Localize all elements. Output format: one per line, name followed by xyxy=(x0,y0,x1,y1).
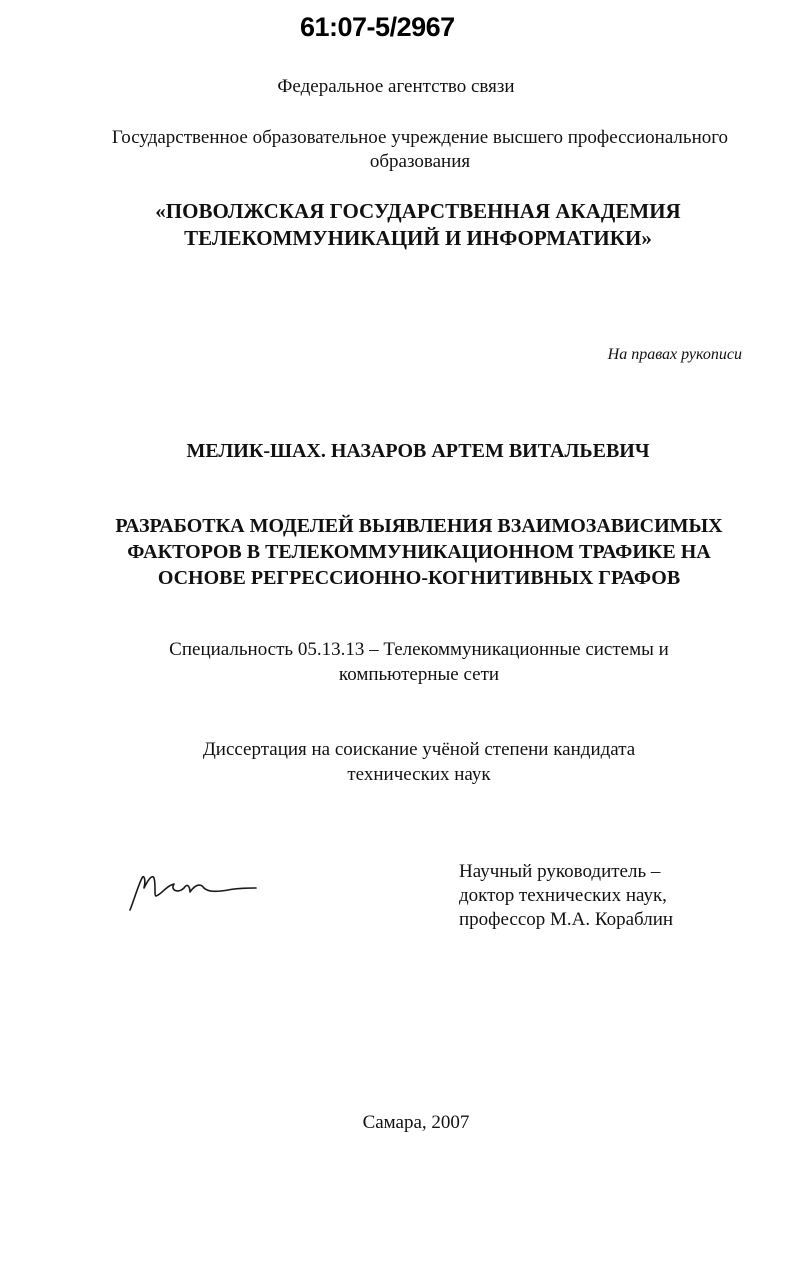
title-line-2: ФАКТОРОВ В ТЕЛЕКОММУНИКАЦИОННОМ ТРАФИКЕ НА xyxy=(127,541,711,563)
institution-name xyxy=(40,126,792,174)
title-line-3: ОСНОВЕ РЕГРЕССИОННО-КОГНИТИВНЫХ ГРАФОВ xyxy=(157,567,681,589)
rights-notice: На правах рукописи xyxy=(607,346,742,363)
signature-scribble xyxy=(124,866,264,916)
institution-line-2: образования xyxy=(369,151,471,172)
academy-line-1: «ПОВОЛЖСКАЯ ГОСУДАРСТВЕННАЯ АКАДЕМИЯ xyxy=(155,199,681,223)
agency-name: Федеральное агентство связи xyxy=(277,76,515,97)
signature xyxy=(124,866,264,921)
title-line-1: РАЗРАБОТКА МОДЕЛЕЙ ВЫЯВЛЕНИЯ ВЗАИМОЗАВИСИМЫХ xyxy=(115,515,723,537)
supervisor-line-2: доктор технических наук, xyxy=(459,885,667,906)
catalog-number: 61:07-5/2967 xyxy=(300,12,455,42)
city-year: Самара, 2007 xyxy=(362,1112,470,1133)
degree-statement xyxy=(24,737,792,787)
specialty xyxy=(24,637,792,687)
specialty-line-1: Специальность 05.13.13 – Телекоммуникационные системы и xyxy=(169,639,669,660)
degree-line-1: Диссертация на соискание учёной степени кандидата xyxy=(202,739,636,760)
academy-name xyxy=(28,198,792,252)
degree-line-2: технических наук xyxy=(347,764,491,785)
institution-line-1: Государственное образовательное учреждение высшего профессионального xyxy=(111,127,729,148)
academy-line-2: ТЕЛЕКОММУНИКАЦИЙ И ИНФОРМАТИКИ» xyxy=(184,226,652,250)
supervisor-line-3: профессор М.А. Кораблин xyxy=(459,909,674,930)
specialty-line-2: компьютерные сети xyxy=(338,664,500,685)
dissertation-title xyxy=(24,513,792,591)
supervisor-line-1: Научный руководитель – xyxy=(459,861,661,882)
supervisor-block xyxy=(459,860,673,932)
author-name: МЕЛИК-ШАХ. НАЗАРОВ АРТЕМ ВИТАЛЬЕВИЧ xyxy=(186,440,650,462)
